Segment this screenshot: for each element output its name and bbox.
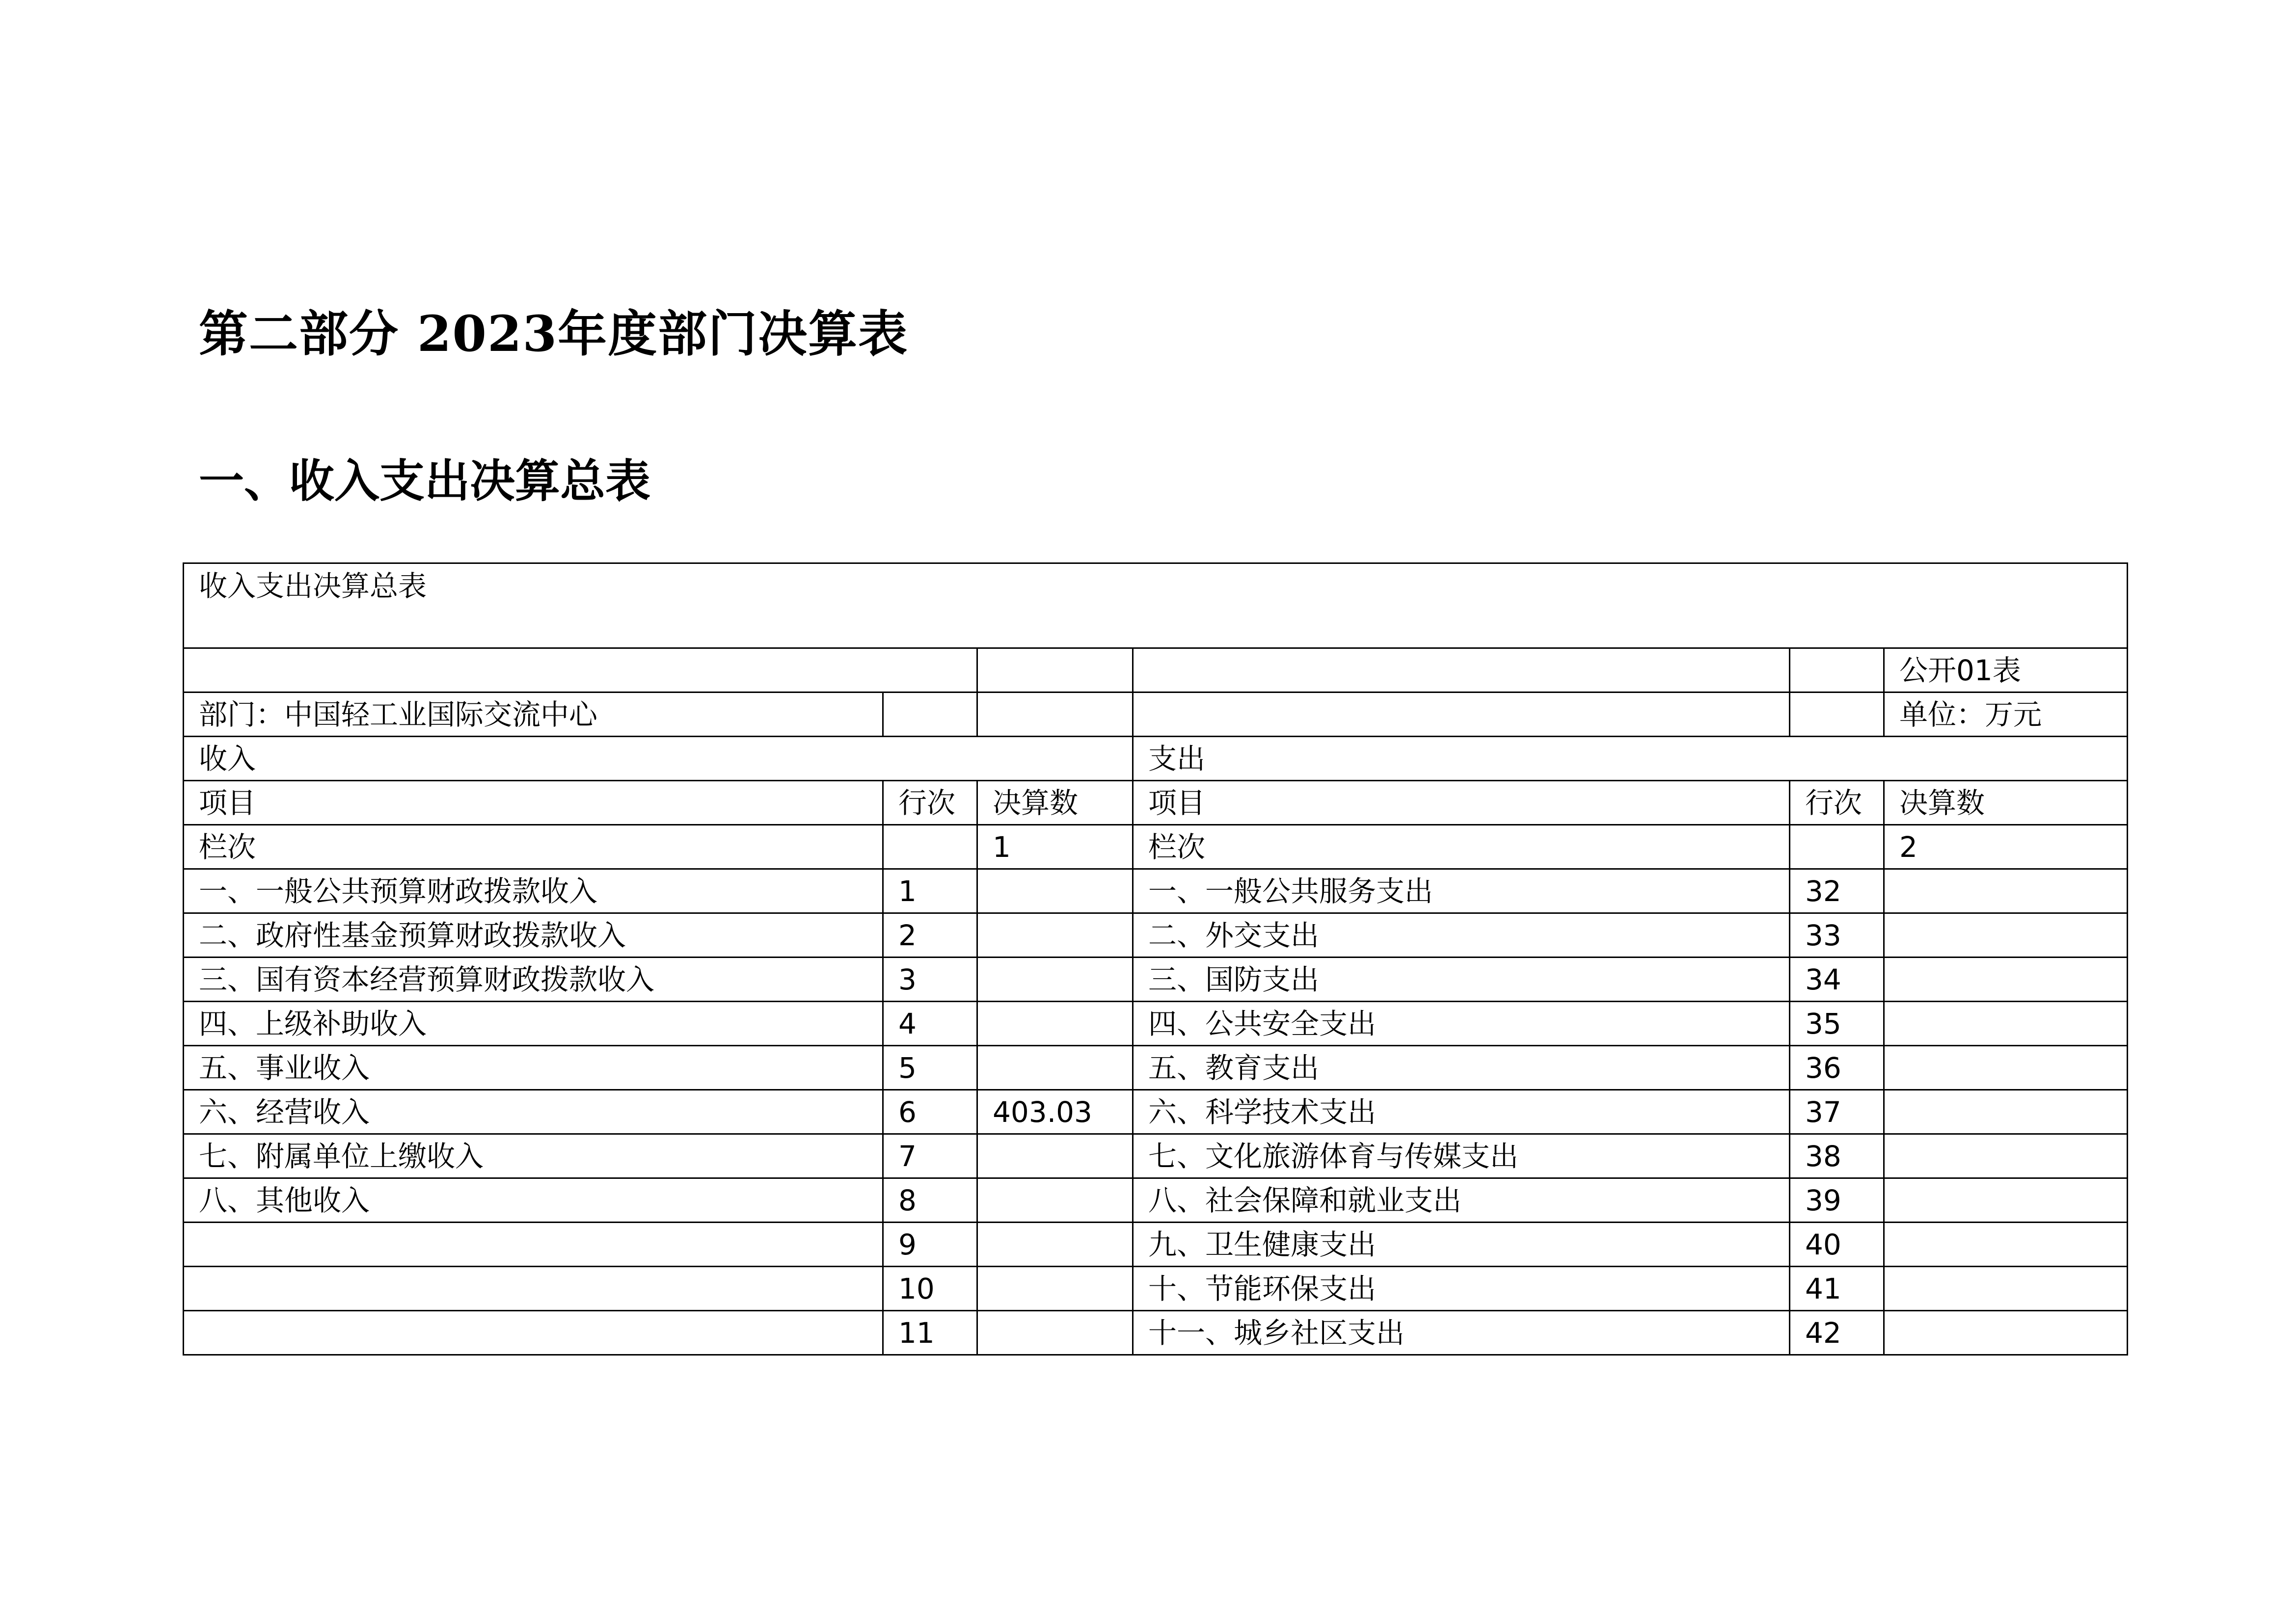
expense-amount (1884, 1311, 2128, 1355)
expense-amount (1884, 869, 2128, 913)
income-item: 三、国有资本经营预算财政拨款收入 (184, 958, 883, 1002)
expense-row-no: 32 (1790, 869, 1884, 913)
expense-item: 十、节能环保支出 (1133, 1267, 1790, 1311)
table-row (184, 958, 2128, 1002)
column-number: 2 (1884, 825, 2128, 869)
expense-item: 五、教育支出 (1133, 1046, 1790, 1090)
table-row (184, 1267, 2128, 1311)
unit-label: 单位：万元 (1884, 692, 2128, 737)
income-item: 七、附属单位上缴收入 (184, 1134, 883, 1178)
expense-row-no: 41 (1790, 1267, 1884, 1311)
income-row-no: 11 (883, 1311, 977, 1355)
table-title: 收入支出决算总表 (184, 563, 2128, 648)
income-row-no: 5 (883, 1046, 977, 1090)
col-header-item: 项目 (1133, 781, 1790, 825)
expense-item: 二、外交支出 (1133, 913, 1790, 958)
expense-row-no: 39 (1790, 1178, 1884, 1223)
expense-amount (1884, 1267, 2128, 1311)
table-row (184, 1311, 2128, 1355)
income-item: 八、其他收入 (184, 1178, 883, 1223)
table-row (184, 869, 2128, 913)
blank-cell (977, 648, 1133, 692)
expense-item: 八、社会保障和就业支出 (1133, 1178, 1790, 1223)
income-row-no: 7 (883, 1134, 977, 1178)
form-no: 公开01表 (1884, 648, 2128, 692)
expense-row-no: 33 (1790, 913, 1884, 958)
expense-row-no: 34 (1790, 958, 1884, 1002)
income-row-no: 2 (883, 913, 977, 958)
lanci-label: 栏次 (184, 825, 883, 869)
income-item (184, 1267, 883, 1311)
income-item: 二、政府性基金预算财政拨款收入 (184, 913, 883, 958)
column-number: 1 (977, 825, 1133, 869)
expense-amount (1884, 1223, 2128, 1267)
table-row (184, 913, 2128, 958)
blank-cell (1133, 648, 1790, 692)
table-title-row (184, 563, 2128, 648)
col-header-item: 项目 (184, 781, 883, 825)
income-amount (977, 869, 1133, 913)
expense-section-label: 支出 (1133, 737, 2128, 781)
lanci-label: 栏次 (1133, 825, 1790, 869)
expense-row-no: 38 (1790, 1134, 1884, 1178)
col-header-row-no: 行次 (1790, 781, 1884, 825)
expense-item: 七、文化旅游体育与传媒支出 (1133, 1134, 1790, 1178)
income-row-no: 3 (883, 958, 977, 1002)
expense-amount (1884, 1046, 2128, 1090)
expense-amount (1884, 1134, 2128, 1178)
income-row-no: 4 (883, 1002, 977, 1046)
income-item: 四、上级补助收入 (184, 1002, 883, 1046)
income-amount (977, 1134, 1133, 1178)
section-heading: 一、收入支出决算总表 (199, 454, 651, 507)
expense-item: 三、国防支出 (1133, 958, 1790, 1002)
blank-cell (1790, 825, 1884, 869)
table-row (184, 1134, 2128, 1178)
income-amount (977, 1311, 1133, 1355)
income-item (184, 1311, 883, 1355)
income-amount (977, 1046, 1133, 1090)
blank-cell (184, 648, 977, 692)
blank-cell (883, 692, 977, 737)
department-label: 部门：中国轻工业国际交流中心 (184, 692, 883, 737)
expense-row-no: 40 (1790, 1223, 1884, 1267)
income-section-label: 收入 (184, 737, 1133, 781)
blank-cell (883, 825, 977, 869)
expense-item: 六、科学技术支出 (1133, 1090, 1790, 1134)
income-item: 一、一般公共预算财政拨款收入 (184, 869, 883, 913)
department-row (184, 692, 2128, 737)
income-amount (977, 1002, 1133, 1046)
blank-cell (1790, 648, 1884, 692)
income-amount (977, 958, 1133, 1002)
income-item: 六、经营收入 (184, 1090, 883, 1134)
blank-cell (1790, 692, 1884, 737)
blank-cell (1133, 692, 1790, 737)
expense-amount (1884, 1002, 2128, 1046)
expense-amount (1884, 1178, 2128, 1223)
col-header-amount: 决算数 (1884, 781, 2128, 825)
income-expense-table (183, 562, 2128, 1356)
income-item (184, 1223, 883, 1267)
expense-item: 九、卫生健康支出 (1133, 1223, 1790, 1267)
income-amount (977, 1267, 1133, 1311)
expense-row-no: 35 (1790, 1002, 1884, 1046)
income-row-no: 6 (883, 1090, 977, 1134)
table-row (184, 1002, 2128, 1046)
expense-row-no: 37 (1790, 1090, 1884, 1134)
expense-amount (1884, 958, 2128, 1002)
expense-item: 十一、城乡社区支出 (1133, 1311, 1790, 1355)
income-amount (977, 913, 1133, 958)
table-row (184, 1090, 2128, 1134)
col-header-amount: 决算数 (977, 781, 1133, 825)
expense-item: 一、一般公共服务支出 (1133, 869, 1790, 913)
col-header-row-no: 行次 (883, 781, 977, 825)
expense-amount (1884, 913, 2128, 958)
blank-cell (977, 692, 1133, 737)
expense-item: 四、公共安全支出 (1133, 1002, 1790, 1046)
page-heading: 第二部分 2023年度部门决算表 (199, 305, 909, 363)
income-amount (977, 1223, 1133, 1267)
income-amount: 403.03 (977, 1090, 1133, 1134)
form-no-row (184, 648, 2128, 692)
expense-amount (1884, 1090, 2128, 1134)
section-row (184, 737, 2128, 781)
income-amount (977, 1178, 1133, 1223)
income-row-no: 10 (883, 1267, 977, 1311)
table-row (184, 1046, 2128, 1090)
income-item: 五、事业收入 (184, 1046, 883, 1090)
column-number-row (184, 825, 2128, 869)
table-row (184, 1223, 2128, 1267)
column-header-row (184, 781, 2128, 825)
income-row-no: 9 (883, 1223, 977, 1267)
income-row-no: 8 (883, 1178, 977, 1223)
expense-row-no: 36 (1790, 1046, 1884, 1090)
expense-row-no: 42 (1790, 1311, 1884, 1355)
income-row-no: 1 (883, 869, 977, 913)
table-row (184, 1178, 2128, 1223)
